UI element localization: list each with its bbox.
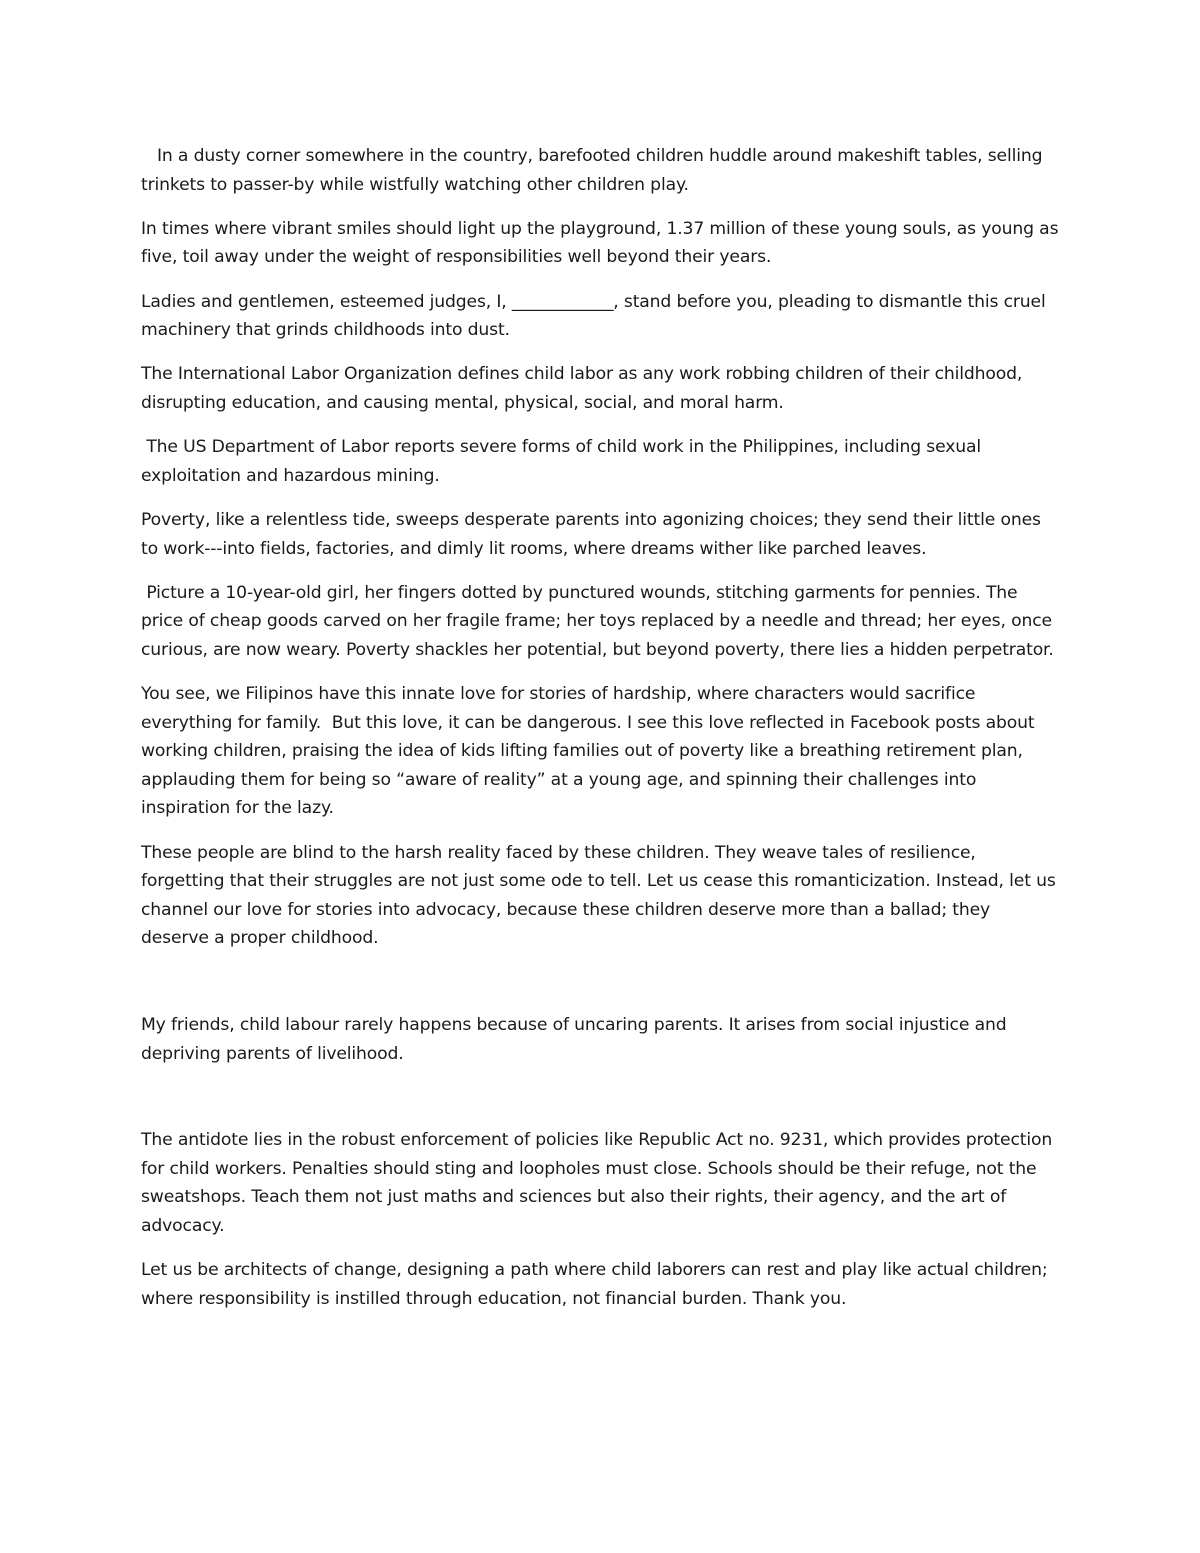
paragraph-closing: Let us be architects of change, designing a path where child laborers can rest and play like actual children; where responsibility is instilled through education, not financial burden. Thank you. <box>141 1260 1053 1309</box>
paragraph-opening: In a dusty corner somewhere in the country, barefooted children huddle around makeshift tables, selling trinkets to passer-by while wistfully watching other children play. <box>141 146 1048 195</box>
paragraph-picture-girl: Picture a 10-year-old girl, her fingers dotted by punctured wounds, stitching garments for pennies. The price of cheap goods carved on her fragile frame; her toys replaced by a needle and thread; her eyes, once curious, are now weary. Poverty shackles her potential, but beyond poverty, there lies a hidden perpetrator. <box>141 582 1058 660</box>
paragraph-statistics: In times where vibrant smiles should light up the playground, 1.37 million of these young souls, as young as five, toil away under the weight of responsibilities well beyond their years. <box>141 218 1064 268</box>
paragraph-us-dol-report: The US Department of Labor reports severe forms of child work in the Philippines, including sexual exploitation and hazardous mining. <box>141 437 987 486</box>
paragraph-filipino-stories: You see, we Filipinos have this innate love for stories of hardship, where characters would sacrifice everything for family. But this love, it can be dangerous. I see this love reflected in Facebook posts about working children, praising the idea of kids lifting families out of poverty like a breathing retirement plan, applauding them for being so “aware of reality” at a young age, and spinning their challenges into inspiration for the lazy. <box>141 684 1040 819</box>
paragraph-poverty: Poverty, like a relentless tide, sweeps desperate parents into agonizing choices; they send their little ones to work---into fields, factories, and dimly lit rooms, where dreams wither like parched leaves. <box>141 509 1047 559</box>
paragraph-romanticization: These people are blind to the harsh reality faced by these children. They weave tales of resilience, forgetting that their struggles are not just some ode to tell. Let us cease this romanticization. Instead, let us channel our love for stories into advocacy, because these children deserve more than a ballad; they deserve a proper childhood. <box>141 842 1062 949</box>
paragraph-antidote: The antidote lies in the robust enforcement of policies like Republic Act no. 9231, which provides protection for child workers. Penalties should sting and loopholes must close. Schools should be their refuge, not the sweatshops. Teach them not just maths and sciences but also their rights, their agency, and the art of advocacy. <box>141 1130 1058 1236</box>
document-body <box>141 142 1063 1329</box>
paragraph-ilo-definition: The International Labor Organization defines child labor as any work robbing children of their childhood, disrupting education, and causing mental, physical, social, and moral harm. <box>141 364 1028 413</box>
paragraph-greeting: Ladies and gentlemen, esteemed judges, I, ____________, stand before you, pleading to dismantle this cruel machinery that grinds childhoods into dust. <box>141 291 1051 341</box>
paragraph-social-injustice: My friends, child labour rarely happens because of uncaring parents. It arises from social injustice and depriving parents of livelihood. <box>141 1015 1012 1064</box>
